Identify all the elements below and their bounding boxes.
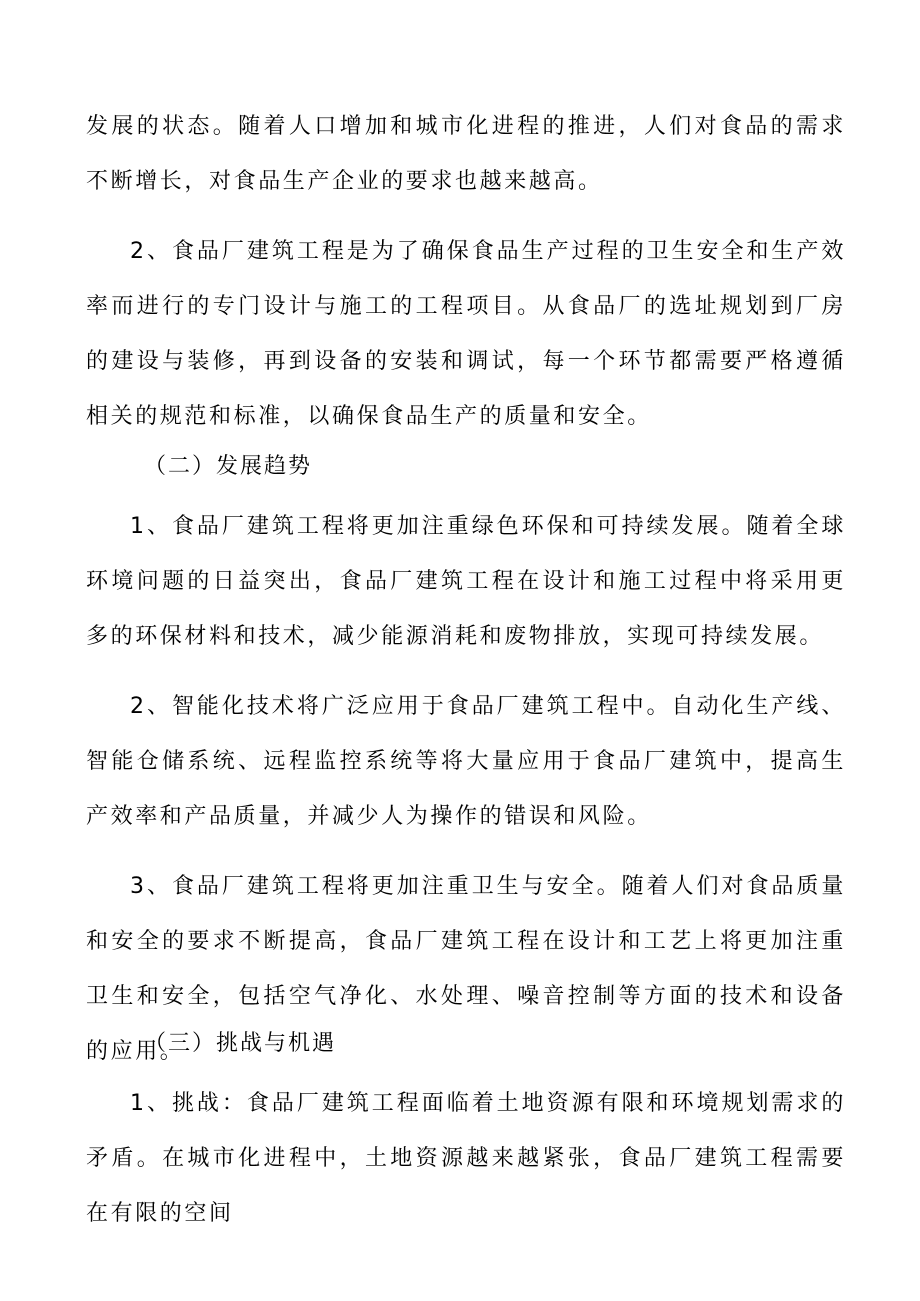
paragraph-continuation: 发展的状态。随着人口增加和城市化进程的推进，人们对食品的需求不断增长，对食品生产企业的要求也越来越高。: [86, 114, 846, 194]
trend-item-2: 2、智能化技术将广泛应用于食品厂建筑工程中。自动化生产线、智能仓储系统、远程监控系统等将大量应用于食品厂建筑中，提高生产效率和产品质量，并减少人为操作的错误和风险。: [86, 694, 846, 829]
challenge-item-1: 1、挑战：食品厂建筑工程面临着土地资源有限和环境规划需求的矛盾。在城市化进程中，土地资源越来越紧张，食品厂建筑工程需要在有限的空间: [86, 1091, 846, 1226]
trend-item-1: 1、食品厂建筑工程将更加注重绿色环保和可持续发展。随着全球环境问题的日益突出，食品厂建筑工程在设计和施工过程中将采用更多的环保材料和技术，减少能源消耗和废物排放，实现可持续发展。: [86, 514, 846, 649]
block-intro: [86, 99, 846, 444]
trend-item-3: 3、食品厂建筑工程将更加注重卫生与安全。随着人们对食品质量和安全的要求不断提高，食品厂建筑工程在设计和工艺上将更加注重卫生和安全，包括空气净化、水处理、噪音控制等方面的技术和设备的应用。: [86, 874, 846, 1064]
section-heading-trends-block: [86, 439, 846, 494]
block-challenges: [86, 1076, 846, 1241]
paragraph-item-2: 2、食品厂建筑工程是为了确保食品生产过程的卫生安全和生产效率而进行的专门设计与施工的工程项目。从食品厂的选址规划到厂房的建设与装修，再到设备的安装和调试，每一个环节都需要严格遵循相关的规范和标准，以确保食品生产的质量和安全。: [86, 239, 846, 429]
section-heading-challenges: （三）挑战与机遇: [144, 1031, 337, 1056]
block-trends: [86, 499, 846, 1079]
section-heading-trends: （二）发展趋势: [144, 454, 313, 479]
section-heading-challenges-block: [86, 1016, 846, 1071]
